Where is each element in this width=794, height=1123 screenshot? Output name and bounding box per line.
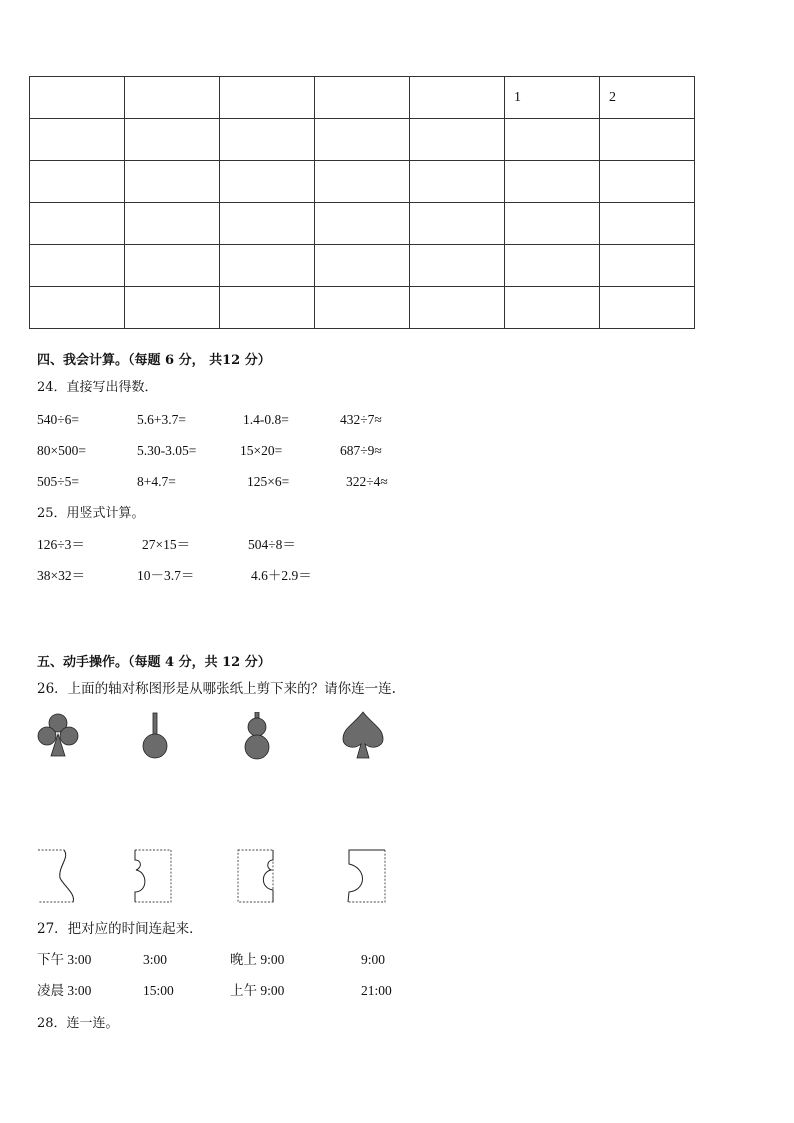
table-cell [410, 119, 505, 161]
table-cell [600, 77, 695, 119]
table-cell [600, 161, 695, 203]
table-cell-text [315, 132, 324, 147]
answer-grid [29, 76, 695, 329]
paper-cutout-4 [345, 848, 389, 904]
q27-item: 21:00 [361, 983, 392, 998]
q27-item: 凌晨 3:00 [37, 983, 92, 998]
q24-item: 687÷9≈ [340, 443, 382, 458]
table-cell-text [220, 174, 229, 189]
table-cell-text [410, 174, 419, 189]
q25-item: 27×15＝ [142, 537, 191, 552]
paper-cutout-3 [236, 848, 278, 904]
table-cell-text [220, 90, 229, 105]
table-row [30, 77, 695, 119]
gourd-icon [242, 712, 272, 760]
table-cell [315, 245, 410, 287]
table-cell [410, 77, 505, 119]
table-cell [410, 161, 505, 203]
table-cell [600, 287, 695, 329]
table-cell-text [505, 216, 514, 231]
table-cell-text [410, 258, 419, 273]
paper-cutout-1 [36, 848, 78, 904]
table-cell [410, 287, 505, 329]
q24-item: 125×6= [247, 474, 290, 489]
q27-item: 3:00 [143, 952, 168, 967]
table-cell-text [30, 258, 39, 273]
section4-title: 四、我会计算。（每题 6 分， 共12 分） [37, 353, 271, 368]
table-cell-text [30, 300, 39, 315]
table-row [30, 287, 695, 329]
table-cell-text [410, 132, 419, 147]
table-cell-text [220, 216, 229, 231]
table-cell-text [30, 216, 39, 231]
table-cell [600, 119, 695, 161]
q24-item: 322÷4≈ [346, 474, 388, 489]
table-cell [315, 77, 410, 119]
q24-item: 15×20= [240, 443, 283, 458]
q25-item: 38×32＝ [37, 568, 86, 583]
table-cell-text: 2 [609, 89, 616, 105]
q24-item: 5.30-3.05= [137, 443, 197, 458]
table-cell-text [505, 174, 514, 189]
ball-on-stick-icon [140, 712, 170, 760]
q27-item: 上午 9:00 [230, 983, 285, 998]
table-cell [315, 119, 410, 161]
q25-item: 10－3.7＝ [137, 568, 195, 583]
table-cell [220, 287, 315, 329]
q24-item: 8+4.7= [137, 474, 176, 489]
table-cell [125, 77, 220, 119]
table-cell [315, 203, 410, 245]
table-cell-text [315, 216, 324, 231]
table-cell-text [125, 258, 134, 273]
q27-item: 晚上 9:00 [230, 952, 285, 967]
table-cell-text [30, 174, 39, 189]
table-cell [410, 245, 505, 287]
table-cell-text [600, 174, 609, 189]
table-row [30, 161, 695, 203]
table-cell [220, 119, 315, 161]
table-cell [30, 245, 125, 287]
table-cell [30, 119, 125, 161]
q24-item: 432÷7≈ [340, 412, 382, 427]
q24-item: 5.6+3.7= [137, 412, 186, 427]
table-cell-text [315, 90, 324, 105]
q28-label: 28．连一连。 [37, 1016, 119, 1031]
table-cell [505, 119, 600, 161]
q24-label: 24．直接写出得数． [37, 380, 158, 395]
table-cell [505, 245, 600, 287]
table-cell-text [220, 300, 229, 315]
table-cell [220, 77, 315, 119]
q27-item: 15:00 [143, 983, 174, 998]
q24-item: 80×500= [37, 443, 86, 458]
table-cell-text [30, 132, 39, 147]
table-row [30, 203, 695, 245]
table-cell-text [315, 174, 324, 189]
table-cell-text [600, 258, 609, 273]
table-cell-text [125, 300, 134, 315]
table-cell [220, 161, 315, 203]
table-cell-text [125, 90, 134, 105]
table-cell-text [30, 90, 39, 105]
table-cell [30, 287, 125, 329]
q27-label: 27．把对应的时间连起来． [37, 921, 203, 937]
q27-item: 9:00 [361, 952, 386, 967]
q26-label: 26．上面的轴对称图形是从哪张纸上剪下来的？请你连一连. [37, 681, 396, 697]
table-cell [410, 203, 505, 245]
table-cell-text [410, 90, 419, 105]
table-cell [30, 203, 125, 245]
table-cell-text [410, 300, 419, 315]
table-cell-text [315, 258, 324, 273]
table-cell-text: 1 [514, 89, 521, 105]
table-cell [600, 245, 695, 287]
table-cell [125, 161, 220, 203]
q25-item: 504÷8＝ [248, 537, 296, 552]
q24-item: 1.4-0.8= [243, 412, 289, 427]
table-cell [505, 287, 600, 329]
table-cell [125, 119, 220, 161]
table-cell-text [600, 132, 609, 147]
table-cell [315, 161, 410, 203]
table-row [30, 245, 695, 287]
section5-title: 五、动手操作。（每题 4 分，共 12 分） [37, 655, 271, 670]
table-cell-text [220, 258, 229, 273]
table-cell-text [125, 216, 134, 231]
q25-item: 4.6＋2.9＝ [251, 568, 312, 583]
table-cell-text [600, 300, 609, 315]
table-cell-text [125, 132, 134, 147]
q27-item: 下午 3:00 [37, 952, 92, 967]
q25-item: 126÷3＝ [37, 537, 85, 552]
table-cell-text [505, 300, 514, 315]
q24-item: 540÷6= [37, 412, 80, 427]
table-cell-text [125, 174, 134, 189]
q24-item: 505÷5= [37, 474, 80, 489]
table-cell [220, 245, 315, 287]
spade-icon [340, 710, 386, 760]
table-cell-text [220, 132, 229, 147]
table-cell [125, 287, 220, 329]
table-cell [505, 77, 600, 119]
table-cell [505, 161, 600, 203]
table-cell-text [505, 258, 514, 273]
table-cell-text [505, 132, 514, 147]
table-cell [30, 77, 125, 119]
table-cell [125, 203, 220, 245]
table-cell [505, 203, 600, 245]
table-cell [315, 287, 410, 329]
q25-label: 25．用竖式计算。 [37, 506, 145, 521]
club-icon [36, 712, 80, 758]
table-cell [30, 161, 125, 203]
paper-cutout-2 [132, 848, 174, 904]
table-cell [220, 203, 315, 245]
table-cell [125, 245, 220, 287]
table-cell-text [315, 300, 324, 315]
table-cell [600, 203, 695, 245]
table-row [30, 119, 695, 161]
table-cell-text [600, 216, 609, 231]
table-cell-text [410, 216, 419, 231]
